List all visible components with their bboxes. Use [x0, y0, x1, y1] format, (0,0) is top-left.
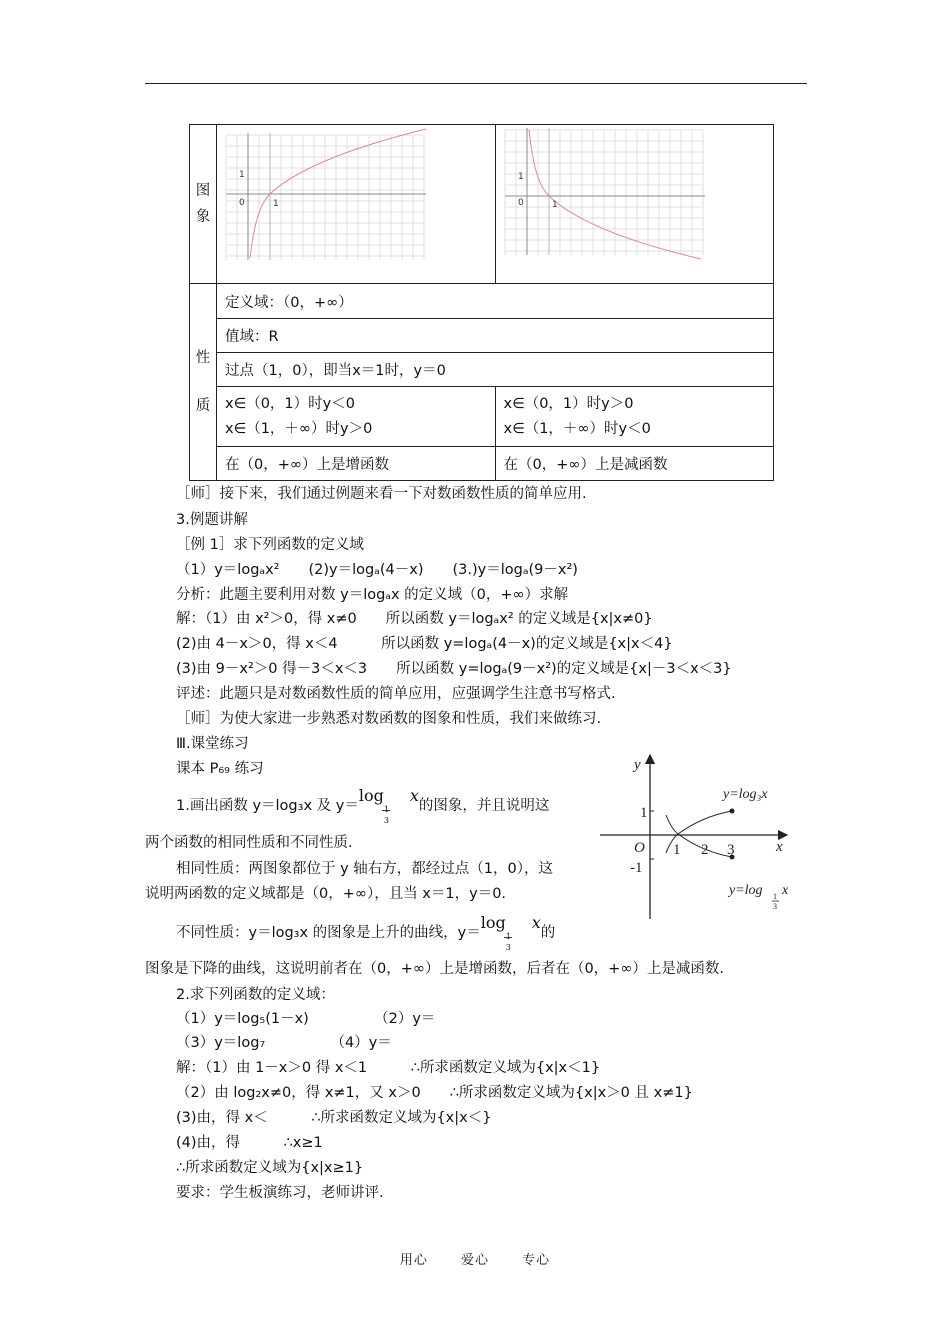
- range-cell: 值域：R: [217, 319, 774, 353]
- tick-y-1-label: 1: [640, 805, 648, 821]
- y-axis-label: y: [634, 757, 641, 773]
- sign-line: x∈（0，1）时y＞0: [503, 395, 634, 412]
- text-line: (2)由 4－x＞0，得 x＜4 所以函数 y=logₐ(4－x)的定义域是{x|x＜4}: [176, 636, 673, 652]
- tick-1-y: 1: [517, 172, 524, 182]
- log-base-num: 1: [383, 805, 389, 814]
- log-var: x: [409, 786, 419, 805]
- text-fragment: 的图象，并且说明这: [418, 798, 550, 814]
- text-line: ［例 1］求下列函数的定义域: [176, 537, 364, 553]
- grid: [505, 130, 703, 255]
- text-line: （1）y＝logₐx² (2)y＝logₐ(4－x) (3.)y＝logₐ(9－x²): [176, 562, 578, 578]
- text-line: 图象是下降的曲线，这说明前者在（0，+∞）上是增函数，后者在（0，+∞）上是减函数.: [145, 961, 725, 977]
- graph-increasing: [217, 125, 496, 284]
- log-base-den: 3: [505, 943, 511, 952]
- log3-figure: [598, 753, 798, 923]
- tick-x-1-label: 1: [673, 842, 681, 858]
- domain-cell: 定义域：（0，+∞）: [217, 284, 774, 319]
- text-line: ［师］为使大家进一步熟悉对数函数的图象和性质，我们来做练习.: [176, 711, 602, 727]
- text-line-with-log: [176, 786, 550, 825]
- tick-1-x: 1: [551, 200, 558, 210]
- log-base-third: [480, 913, 541, 952]
- label-char: 性: [195, 350, 211, 366]
- label-log-base-num: 1: [773, 892, 777, 901]
- text-line: 要求：学生板演练习，老师讲评.: [176, 1185, 384, 1201]
- label-char: 象: [195, 209, 211, 225]
- page-footer: [0, 1249, 950, 1268]
- section-heading: Ⅲ.课堂练习: [176, 736, 249, 752]
- text-line: ［师］接下来，我们通过例题来看一下对数函数性质的简单应用.: [176, 486, 587, 502]
- header-rule: [145, 83, 807, 84]
- label-char: 图: [195, 183, 211, 199]
- label-log3: y=log₃x: [723, 787, 768, 802]
- text-line: （3）y＝log₇ （4）y＝: [176, 1035, 392, 1051]
- footer-word: 用心: [399, 1253, 428, 1268]
- tick-x-3-label: 3: [727, 842, 735, 858]
- graph-decreasing-svg: [496, 125, 767, 283]
- text-line: 2.求下列函数的定义域：: [176, 987, 335, 1003]
- tick-y-neg1-label: -1: [630, 860, 643, 876]
- sign-line: x∈（0，1）时y＜0: [225, 395, 355, 412]
- section-heading: 3.例题讲解: [176, 512, 248, 528]
- text-line: 课本 P₆₉ 练习: [176, 761, 264, 777]
- footer-word: 爱心: [460, 1253, 489, 1268]
- log-function-property-table: [189, 124, 774, 481]
- label-log-var: x: [782, 883, 789, 898]
- text-line: 分析：此题主要利用对数 y＝logₐx 的定义域（0，+∞）求解: [176, 587, 569, 603]
- text-line: （1）y＝log₅(1－x) （2）y＝: [176, 1011, 436, 1027]
- text-line: 两个函数的相同性质和不同性质.: [145, 835, 353, 851]
- label-char: 质: [195, 398, 211, 414]
- text-line: 相同性质：两图象都位于 y 轴右方，都经过点（1，0），这: [176, 861, 553, 877]
- graph-decreasing: [495, 125, 774, 284]
- text-line-with-log: [176, 913, 556, 952]
- log-base-den: 3: [383, 816, 389, 825]
- text-fragment: 的: [540, 925, 556, 941]
- text-line: 解：（1）由 1－x＞0 得 x＜1 ∴所求函数定义域为{x|x＜1}: [176, 1060, 601, 1076]
- label-log-base-den: 3: [773, 902, 777, 911]
- text-line: (3)由，得 x＜ ∴所求函数定义域为{x|x＜}: [176, 1110, 492, 1126]
- origin-label: O: [634, 840, 645, 856]
- text-fragment: 不同性质：y＝log₃x 的图象是上升的曲线，y＝: [176, 925, 481, 941]
- tick-1-x: 1: [273, 199, 279, 209]
- row-label-graph: [190, 125, 217, 284]
- monotonic-decreasing-cell: 在（0，+∞）上是减函数: [495, 447, 774, 481]
- grid: [226, 135, 424, 260]
- origin-label: 0: [517, 198, 524, 208]
- text-line: 说明两函数的定义域都是（0，+∞），且当 x＝1，y＝0.: [145, 886, 507, 902]
- log-base-third: [358, 786, 419, 825]
- log-word: log: [358, 786, 384, 805]
- text-line: （2）由 log₂x≠0，得 x≠1，又 x＞0 ∴所求函数定义域为{x|x＞0 且 x≠1}: [176, 1085, 693, 1101]
- x-axis-label: x: [776, 839, 783, 855]
- log-word: log: [480, 913, 506, 932]
- point-3-1: [730, 809, 735, 814]
- text-line: (3)由 9－x²＞0 得－3＜x＜3 所以函数 y=logₐ(9－x²)的定义域是{x|－3＜x＜3}: [176, 661, 732, 677]
- monotonic-increasing-cell: 在（0，+∞）上是增函数: [217, 447, 496, 481]
- text-line: 解：（1）由 x²＞0，得 x≠0 所以函数 y＝logₐx² 的定义域是{x|x≠0}: [176, 611, 653, 627]
- text-fragment: 1.画出函数 y＝log₃x 及 y＝: [176, 798, 359, 814]
- origin-label: 0: [239, 198, 245, 208]
- text-line: (4)由，得 ∴x≥1: [176, 1135, 323, 1151]
- sign-line: x∈（1，＋∞）时y＜0: [503, 420, 651, 437]
- sign-cell-increasing: [217, 387, 496, 447]
- footer-word: 专心: [522, 1253, 551, 1268]
- log-base-num: 1: [505, 932, 511, 941]
- text-line: 评述：此题只是对数函数性质的简单应用，应强调学生注意书写格式.: [176, 686, 616, 702]
- tick-1-y: 1: [239, 170, 245, 180]
- text-line: ∴所求函数定义域为{x|x≥1}: [176, 1160, 364, 1176]
- tick-x-2-label: 2: [701, 842, 709, 858]
- fixed-point-cell: 过点（1，0），即当x＝1时，y＝0: [217, 353, 774, 387]
- row-label-props: [190, 284, 217, 481]
- graph-increasing-svg: [217, 125, 488, 283]
- sign-line: x∈（1，＋∞）时y＞0: [225, 420, 373, 437]
- label-log-word: y=log: [729, 883, 763, 898]
- log-var: x: [531, 913, 541, 932]
- sign-cell-decreasing: [495, 387, 774, 447]
